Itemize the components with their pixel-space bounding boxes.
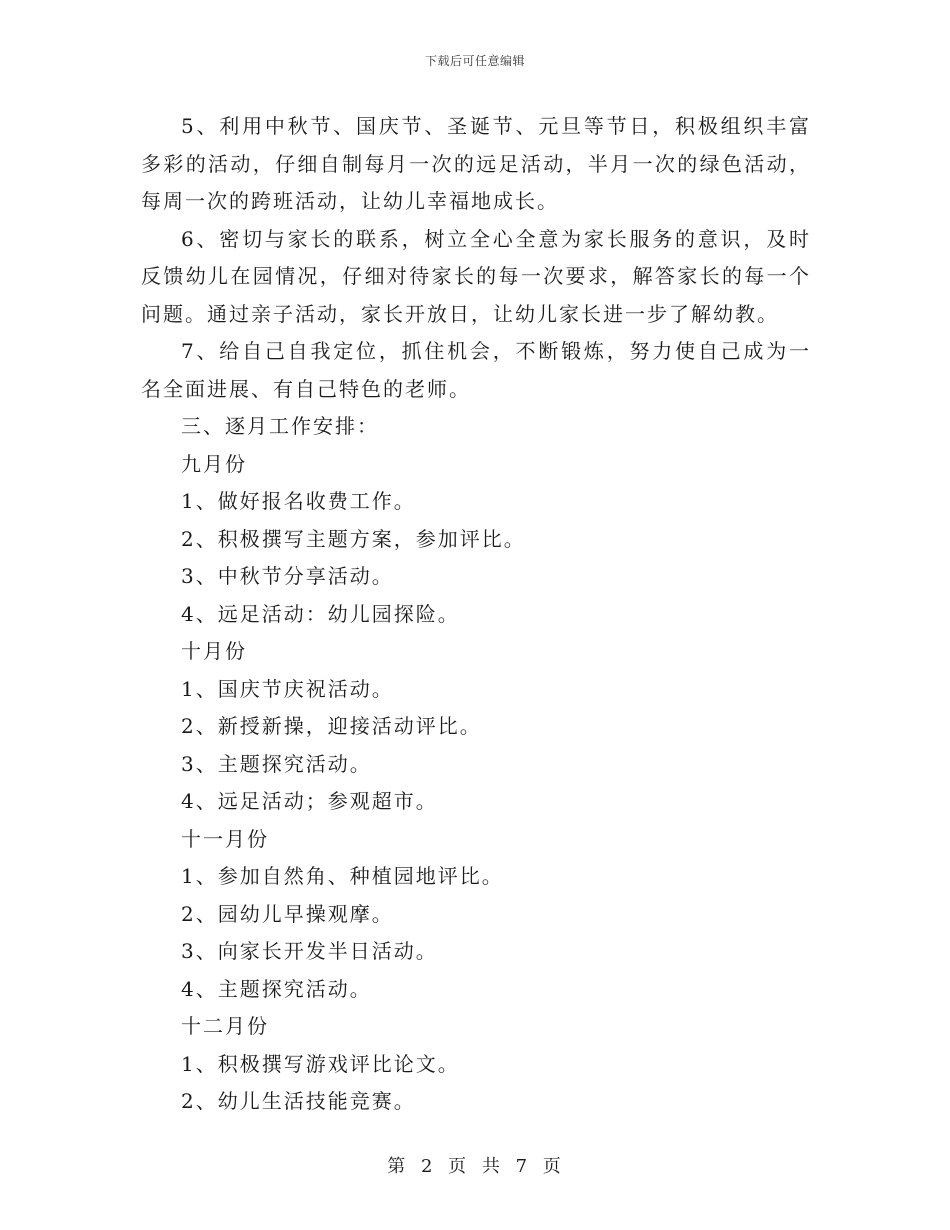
- paragraph-item-5: 5、利用中秋节、国庆节、圣诞节、元旦等节日，积极组织丰富多彩的活动，仔细自制每月一次的远足活动，半月一次的绿色活动，每周一次的跨班活动，让幼儿幸福地成长。: [141, 114, 811, 213]
- page-number-footer: 第 2 页 共 7 页: [387, 1156, 563, 1177]
- list-item: 3、中秋节分享活动。: [181, 564, 394, 588]
- month-heading-september: 九月份: [181, 451, 247, 476]
- list-item: 4、远足活动：幼儿园探险。: [181, 601, 460, 626]
- paragraph-item-6: 6、密切与家长的联系，树立全心全意为家长服务的意识，及时反馈幼儿在园情况，仔细对待家长的每一次要求，解答家长的每一个问题。通过亲子活动，家长开放日，让幼儿家长进一步了解幼教。: [141, 226, 811, 326]
- month-heading-november: 十一月份: [181, 826, 269, 851]
- list-item: 1、国庆节庆祝活动。: [181, 676, 394, 701]
- list-item: 1、积极撰写游戏评比论文。: [181, 1051, 460, 1076]
- list-item: 3、向家长开发半日活动。: [181, 939, 438, 963]
- list-item: 2、新授新操，迎接活动评比。: [181, 714, 482, 738]
- list-item: 1、参加自然角、种植园地评比。: [181, 864, 504, 888]
- month-heading-october: 十月份: [181, 639, 247, 663]
- list-item: 1、做好报名收费工作。: [181, 489, 416, 513]
- list-item: 2、园幼儿早操观摩。: [181, 901, 394, 926]
- section-heading-monthly-plan: 三、逐月工作安排：: [181, 414, 379, 438]
- list-item: 4、主题探究活动。: [181, 976, 372, 1001]
- page-header-note: 下载后可任意编辑: [424, 54, 525, 68]
- list-item: 3、主题探究活动。: [181, 751, 372, 776]
- list-item: 4、远足活动；参观超市。: [181, 789, 438, 813]
- paragraph-item-7: 7、给自己自我定位，抓住机会，不断锻炼，努力使自己成为一名全面进展、有自己特色的老师。: [141, 339, 811, 401]
- list-item: 2、积极撰写主题方案，参加评比。: [181, 526, 526, 551]
- month-heading-december: 十二月份: [181, 1014, 269, 1038]
- document-body: [141, 108, 811, 1121]
- list-item: 2、幼儿生活技能竞赛。: [181, 1089, 416, 1113]
